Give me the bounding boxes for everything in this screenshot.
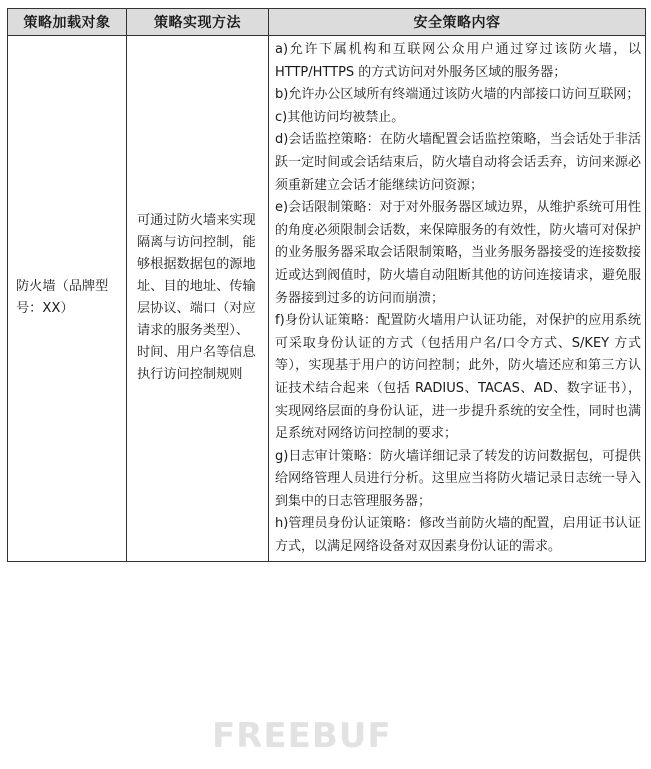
watermark-logo <box>212 716 442 756</box>
policy-object-cell: 防火墙（品牌型号：XX） <box>8 36 127 562</box>
table-row <box>8 36 646 562</box>
policy-item-h: h)管理员身份认证策略：修改当前防火墙的配置，启用证书认证方式，以满足网络设备对双因素身份认证的需求。 <box>275 516 641 555</box>
security-policy-table <box>7 8 646 562</box>
policy-method-cell: 可通过防火墙来实现隔离与访问控制，能够根据数据包的源地址、目的地址、传输层协议、端口（对应请求的服务类型）、时间、用户名等信息执行访问控制规则 <box>127 36 269 562</box>
header-policy-content: 安全策略内容 <box>269 9 646 36</box>
policy-content-cell <box>269 36 646 562</box>
policy-item-a: a)允许下属机构和互联网公众用户通过穿过该防火墙，以 HTTP/HTTPS 的方式访问对外服务区域的服务器； <box>275 42 641 80</box>
watermark-text: FREEBUF <box>212 716 392 756</box>
table-header-row <box>8 9 646 36</box>
header-policy-method: 策略实现方法 <box>127 9 269 36</box>
policy-item-d: d)会话监控策略：在防火墙配置会话监控策略，当会话处于非活跃一定时间或会话结束后，防火墙自动将会话丢弃，访问来源必须重新建立会话才能继续访问资源； <box>275 132 641 193</box>
policy-item-f: f)身份认证策略：配置防火墙用户认证功能，对保护的应用系统可采取身份认证的方式（包括用户名/口令方式、S/KEY 方式等），实现基于用户的访问控制；此外，防火墙还应和第三方认证技术结合起来（包括 RADIUS、TACAS、AD、数字证书），实现网络层面的身份认证，进一步提升系统的安全性，同时也满足系统对网络访问控制的要求； <box>275 313 641 442</box>
policy-item-g: g)日志审计策略：防火墙详细记录了转发的访问数据包，可提供给网络管理人员进行分析。这里应当将防火墙记录日志统一导入到集中的日志管理服务器； <box>275 448 641 509</box>
policy-item-e: e)会话限制策略：对于对外服务器区域边界，从维护系统可用性的角度必须限制会话数，来保障服务的有效性，防火墙可对保护的业务服务器采取会话限制策略，当业务服务器接受的连接数接近或达到阀值时，防火墙自动阻断其他的访问连接请求，避免服务器接到过多的访问而崩溃； <box>275 200 641 306</box>
header-policy-object: 策略加载对象 <box>8 9 127 36</box>
policy-item-b: b)允许办公区域所有终端通过该防火墙的内部接口访问互联网； <box>275 87 640 103</box>
policy-item-c: c)其他访问均被禁止。 <box>275 109 405 125</box>
